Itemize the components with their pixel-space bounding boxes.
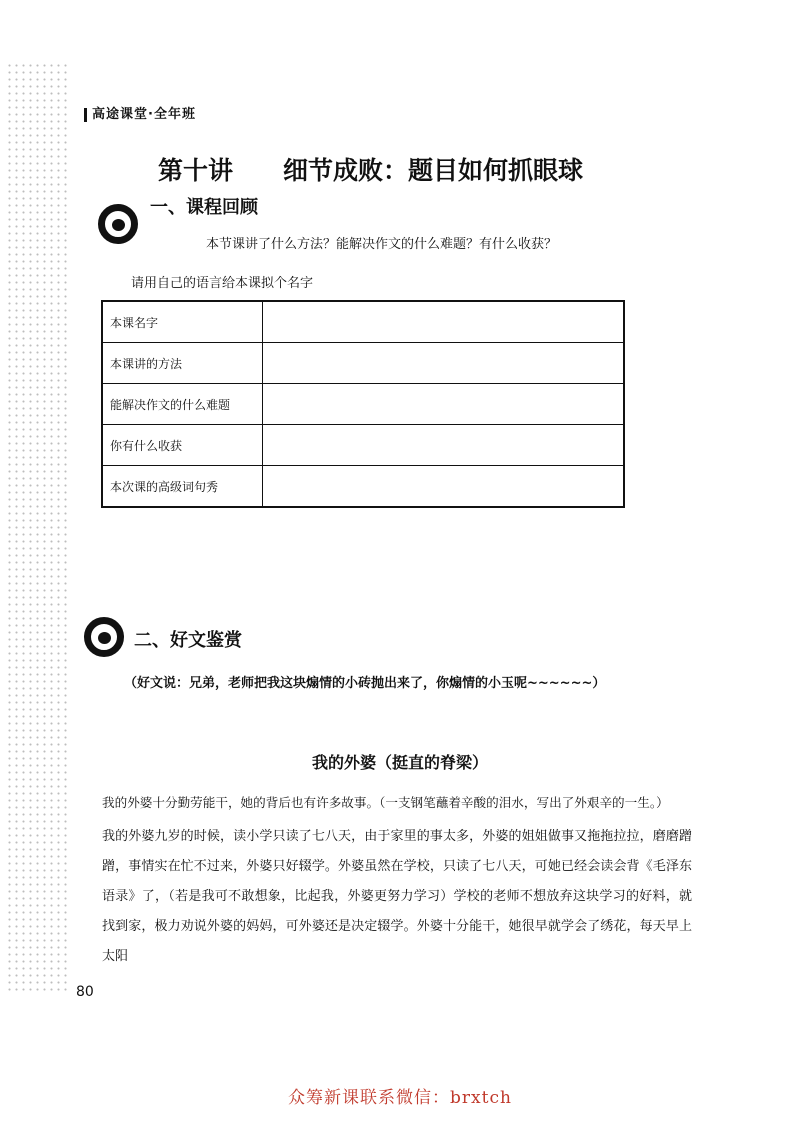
ink-circle-icon	[84, 617, 124, 657]
table-row	[102, 466, 624, 508]
margin-dot-pattern	[6, 62, 68, 992]
page-number: 80	[76, 984, 94, 1000]
section2-heading: 二、好文鉴赏	[134, 630, 242, 651]
ink-circle-icon	[98, 204, 138, 244]
table-row	[102, 425, 624, 466]
review-question: 本节课讲了什么方法？能解决作文的什么难题？有什么收获？	[206, 237, 558, 252]
section1-heading: 一、课程回顾	[150, 197, 258, 218]
row-label: 能解决作文的什么难题	[102, 384, 263, 425]
row-label: 你有什么收获	[102, 425, 263, 466]
essay-paragraph-2: 我的外婆九岁的时候，读小学只读了七八天，由于家里的事太多，外婆的姐姐做事又拖拖拉拉，磨磨蹭蹭，事情实在忙不过来，外婆只好辍学。外婆虽然在学校，只读了七八天，可她已经会读会背《毛泽东语录》了，（若是我可不敢想象，比起我，外婆更努力学习）学校的老师不想放弃这块学习的好料，就找到家，极力劝说外婆的妈妈，可外婆还是决定辍学。外婆十分能干，她很早就学会了绣花，每天早上太阳	[102, 829, 692, 964]
row-label: 本课名字	[102, 301, 263, 343]
appreciation-note: （好文说：兄弟，老师把我这块煽情的小砖抛出来了，你煽情的小玉呢~~~~~~）	[124, 676, 606, 691]
lecture-topic: 细节成败：题目如何抓眼球	[283, 156, 584, 185]
table-row	[102, 343, 624, 384]
answer-cell[interactable]	[263, 425, 625, 466]
contact-watermark: 众筹新课联系微信：brxtch	[288, 1088, 512, 1108]
essay-title: 我的外婆（挺直的脊梁）	[311, 753, 488, 772]
answer-cell[interactable]	[263, 301, 625, 343]
row-label: 本次课的高级词句秀	[102, 466, 263, 508]
table-row	[102, 384, 624, 425]
review-table	[101, 300, 625, 508]
series-header: 高途课堂·全年班	[84, 108, 196, 122]
essay-paragraph-1: 我的外婆十分勤劳能干，她的背后也有许多故事。（一支钢笔蘸着辛酸的泪水，写出了外艰辛的一生。）	[102, 795, 669, 810]
lecture-number: 第十讲	[158, 156, 234, 185]
table-row	[102, 301, 624, 343]
answer-cell[interactable]	[263, 343, 625, 384]
answer-cell[interactable]	[263, 466, 625, 508]
answer-cell[interactable]	[263, 384, 625, 425]
row-label: 本课讲的方法	[102, 343, 263, 384]
naming-instruction: 请用自己的语言给本课拟个名字	[131, 276, 314, 291]
lecture-title	[158, 151, 583, 187]
